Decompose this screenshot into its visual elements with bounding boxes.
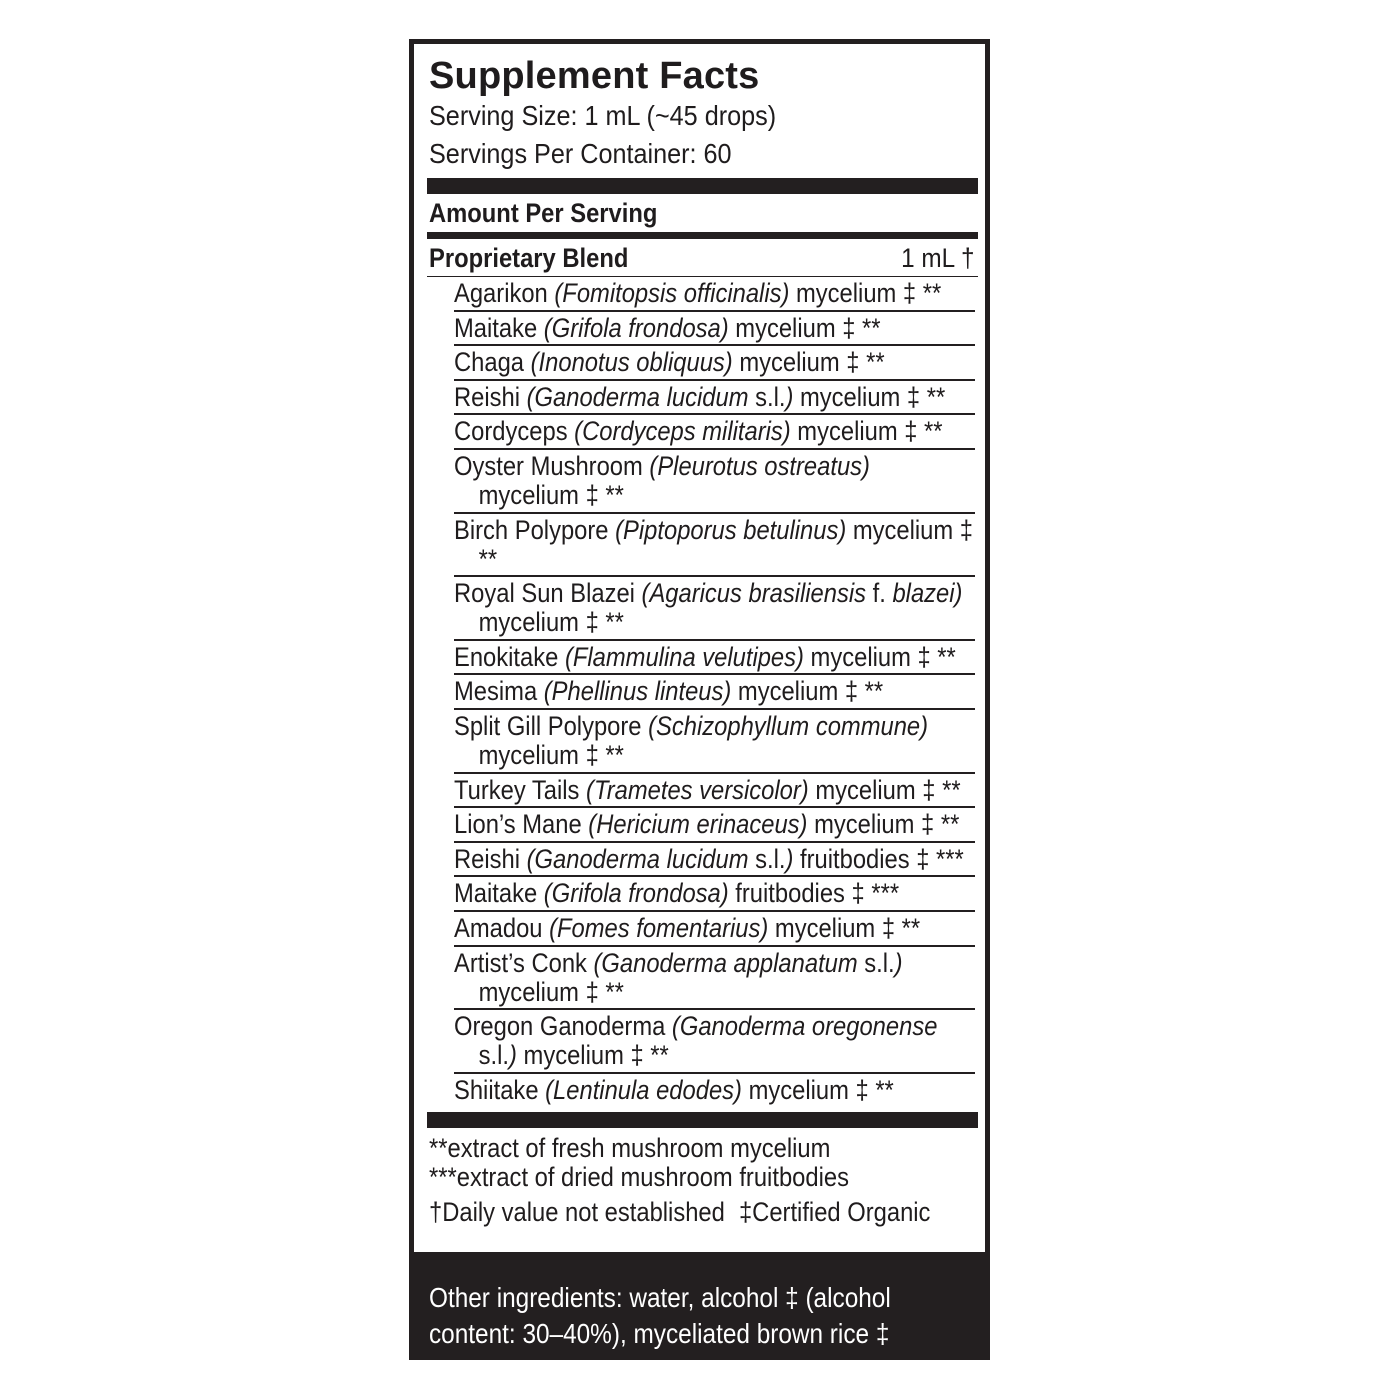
ingredient-label: Mesima (Phellinus linteus) mycelium ‡ ** xyxy=(454,676,884,707)
ingredient-label: Reishi (Ganoderma lucidum s.l.) mycelium ‡ ** xyxy=(454,381,946,412)
ingredient-row xyxy=(454,947,975,1011)
ingredient-row xyxy=(454,415,975,450)
ingredient-label: Shiitake (Lentinula edodes) mycelium ‡ ** xyxy=(454,1074,894,1105)
ingredient-row xyxy=(454,312,975,347)
ingredient-label: Enokitake (Flammulina velutipes) mycelium ‡ ** xyxy=(454,641,956,672)
ingredient-row xyxy=(454,381,975,416)
ingredient-label: Birch Polypore (Piptoporus betulinus) mycelium ‡ ** xyxy=(454,514,974,574)
serving-size: Serving Size: 1 mL (~45 drops) xyxy=(429,100,777,131)
ingredient-label: Amadou (Fomes fomentarius) mycelium ‡ ** xyxy=(454,912,921,943)
ingredient-row xyxy=(454,1074,975,1109)
ingredient-label: Lion’s Mane (Hericium erinaceus) mycelium ‡ ** xyxy=(454,809,960,840)
ingredient-row xyxy=(454,912,975,947)
ingredient-row xyxy=(454,577,975,641)
ingredient-row xyxy=(454,808,975,843)
supplement-facts-panel xyxy=(409,39,990,1360)
ingredient-label: Split Gill Polypore (Schizophyllum commune) mycelium ‡ ** xyxy=(454,710,929,770)
ingredient-label: Cordyceps (Cordyceps militaris) mycelium ‡ ** xyxy=(454,416,943,447)
ingredient-row xyxy=(454,641,975,676)
ingredient-label: Agarikon (Fomitopsis officinalis) mycelium ‡ ** xyxy=(454,278,942,308)
ingredient-label: Oregon Ganoderma (Ganoderma oregonense s.l.) mycelium ‡ ** xyxy=(454,1011,938,1071)
footnote-daily-value-row xyxy=(429,1197,930,1227)
ingredient-row xyxy=(454,675,975,710)
other-ingredients: Other ingredients: water, alcohol ‡ (alcohol content: 30–40%), myceliated brown rice ‡ xyxy=(429,1282,891,1349)
top-thick-rule xyxy=(427,178,978,194)
panel-title: Supplement Facts xyxy=(429,55,760,97)
bottom-thick-rule xyxy=(427,1112,978,1128)
ingredient-label: Artist’s Conk (Ganoderma applanatum s.l.) mycelium ‡ ** xyxy=(454,947,903,1007)
ingredient-row xyxy=(454,710,975,774)
ingredient-row xyxy=(454,843,975,878)
ingredient-label: Reishi (Ganoderma lucidum s.l.) fruitbodies ‡ *** xyxy=(454,843,964,874)
ingredient-row xyxy=(454,450,975,514)
ingredient-list xyxy=(454,277,975,1108)
footnote-dried-extract: ***extract of dried mushroom fruitbodies xyxy=(429,1162,849,1192)
amount-per-serving-heading: Amount Per Serving xyxy=(429,198,658,228)
blend-name: Proprietary Blend xyxy=(429,243,629,273)
footnote-fresh-extract: **extract of fresh mushroom mycelium xyxy=(429,1133,831,1163)
ingredient-label: Maitake (Grifola frondosa) mycelium ‡ ** xyxy=(454,312,881,343)
ingredient-row xyxy=(454,514,975,578)
ingredient-label: Maitake (Grifola frondosa) fruitbodies ‡ *** xyxy=(454,878,900,909)
ingredient-label: Royal Sun Blazei (Agaricus brasiliensis f. blazei) mycelium ‡ ** xyxy=(454,578,963,638)
ingredient-label: Chaga (Inonotus obliquus) mycelium ‡ ** xyxy=(454,347,885,378)
ingredient-row xyxy=(454,1010,975,1074)
servings-per-container: Servings Per Container: 60 xyxy=(429,138,732,169)
ingredient-row xyxy=(454,277,975,312)
blend-amount: 1 mL † xyxy=(901,243,975,273)
ingredient-label: Turkey Tails (Trametes versicolor) mycelium ‡ ** xyxy=(454,774,961,805)
other-ingredients-band xyxy=(414,1252,985,1360)
ingredient-row xyxy=(454,346,975,381)
footnote-daily-value: †Daily value not established xyxy=(429,1197,725,1227)
ingredient-row xyxy=(454,877,975,912)
footnote-certified-organic: ‡Certified Organic xyxy=(738,1197,931,1227)
ingredient-label: Oyster Mushroom (Pleurotus ostreatus) mycelium ‡ ** xyxy=(454,450,870,510)
ingredient-row xyxy=(454,774,975,809)
amount-rule xyxy=(427,232,978,239)
proprietary-blend-row xyxy=(429,241,975,275)
